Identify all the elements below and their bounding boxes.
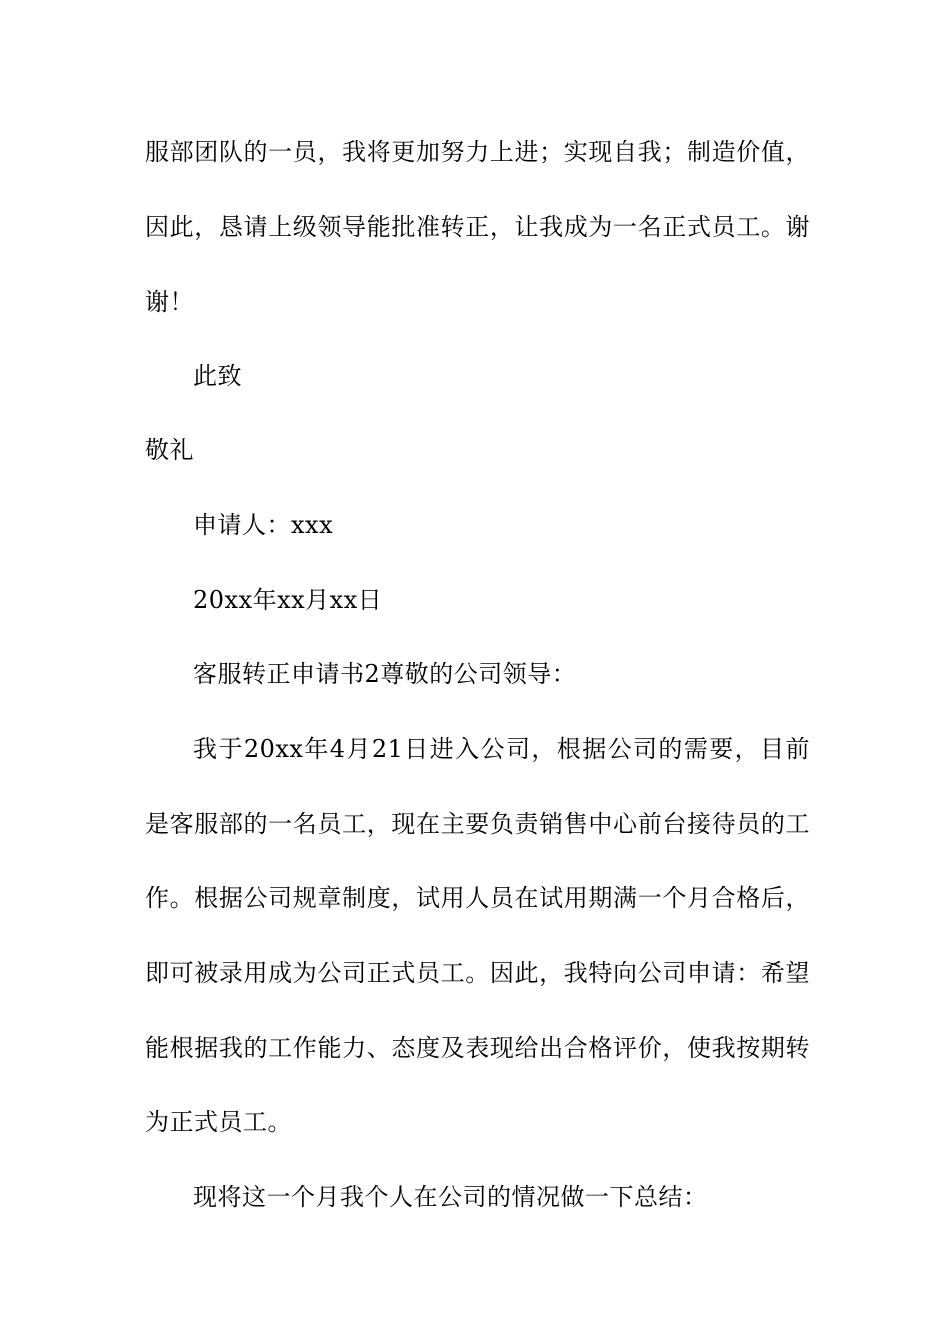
closing-salutation: 此致: [193, 362, 242, 390]
paragraph-line: 能根据我的工作能力、态度及表现给出合格评价，使我按期转: [145, 1034, 810, 1062]
closing-regards: 敬礼: [145, 436, 194, 464]
paragraph-line: 为正式员工。: [145, 1108, 292, 1136]
paragraph-line: 作。根据公司规章制度，试用人员在试用期满一个月合格后，: [145, 884, 810, 912]
applicant-signature: 申请人：xxx: [193, 511, 334, 539]
paragraph-line: 现将这一个月我个人在公司的情况做一下总结：: [193, 1183, 708, 1211]
date-line: 20xx年xx月xx日: [193, 586, 383, 614]
paragraph-line: 是客服部的一名员工，现在主要负责销售中心前台接待员的工: [145, 810, 810, 838]
paragraph-line: 服部团队的一员，我将更加努力上进；实现自我；制造价值，: [145, 138, 810, 166]
paragraph-line: 即可被录用成为公司正式员工。因此，我特向公司申请：希望: [145, 959, 810, 987]
paragraph-line: 我于20xx年4月21日进入公司，根据公司的需要，目前: [193, 735, 810, 763]
section-heading: 客服转正申请书2尊敬的公司领导：: [193, 660, 577, 688]
paragraph-line: 谢！: [145, 288, 194, 316]
paragraph-line: 因此，恳请上级领导能批准转正，让我成为一名正式员工。谢: [145, 213, 810, 241]
